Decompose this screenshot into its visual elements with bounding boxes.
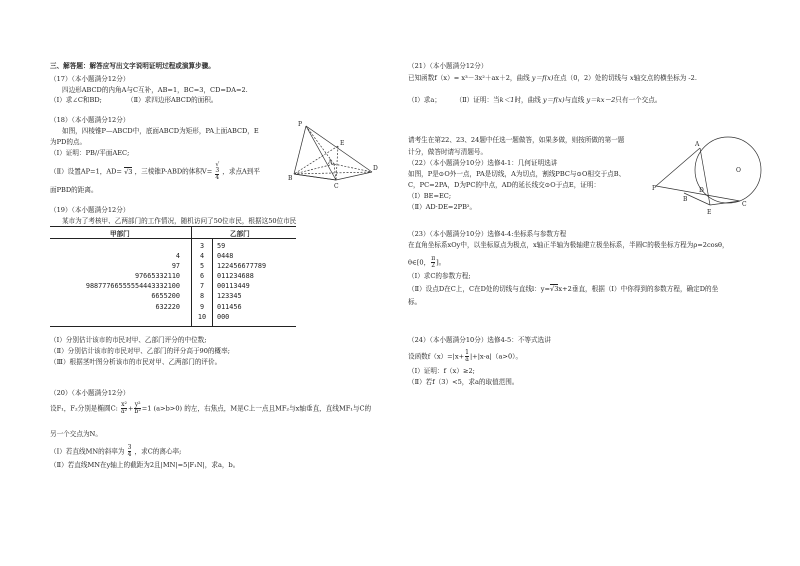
table-header-right: 乙部门 <box>230 230 250 238</box>
fig-label-c: C <box>742 201 747 208</box>
table-cell: 123345 <box>217 292 242 301</box>
q20-part1: （Ⅰ）若直线MN的斜率为 $\frac{3}{4}$ ，求C的离心率; <box>50 444 182 458</box>
q22-part1: （Ⅰ）BE=EC; <box>408 192 452 200</box>
q19-part2: （Ⅱ）分别估计该市的市民对甲、乙部门的评分高于90的概率; <box>50 347 230 355</box>
q18-part1: （Ⅰ）证明：PB//平面AEC; <box>50 149 130 157</box>
stem-column <box>193 241 211 322</box>
table-cell: 7 <box>199 282 205 291</box>
q19-part3: （Ⅲ）根据茎叶图分析该市的市民对甲、乙两部门的评价。 <box>50 358 222 366</box>
q18-header: （18）（本小题满分12分） <box>50 116 130 124</box>
instruction-line1: 请考生在第22、23、24题中任选一题做答，如果多做，则按所做的第一题 <box>408 136 625 144</box>
fig-label-e: E <box>707 209 712 216</box>
table-row <box>60 312 180 322</box>
q22-line2: C，PC=2PA，D为PC的中点，AD的延长线交⊙O于点E，证明： <box>408 181 601 189</box>
table-cell: 3 <box>199 242 205 250</box>
q18-line2: 为PD的点。 <box>50 138 87 146</box>
table-row: 97665332110 <box>134 272 180 281</box>
table-cell: 59 <box>217 242 226 250</box>
q17-part2: （Ⅱ）求四边形ABCD的面积。 <box>127 96 218 104</box>
table-bottom-rule <box>50 326 296 327</box>
table-cell: 00113449 <box>217 282 250 291</box>
q20-line2: 另一个交点为N。 <box>50 430 102 438</box>
q24-part1: （Ⅰ）证明：f（x）≥2; <box>408 367 475 375</box>
fig-label-a: A <box>328 159 333 166</box>
fig-label-e: E <box>340 140 345 147</box>
fig-label-a: A <box>695 141 700 148</box>
table-row: 97 <box>171 262 180 271</box>
table-row <box>60 241 180 251</box>
q21-header: （21）（本小题满分12分） <box>408 62 488 70</box>
fig-label-c: C <box>334 183 339 190</box>
q24-part2: （Ⅱ）若f（3）<5，求a的取值范围。 <box>408 378 519 386</box>
q20-header: （20）（本小题满分12分） <box>50 389 130 397</box>
table-cell: 4 <box>199 252 205 261</box>
table-cell: 011234688 <box>217 272 254 281</box>
table-cell: 011456 <box>217 302 242 311</box>
table-cell: 8 <box>199 292 205 301</box>
table-cell: 5 <box>199 262 205 271</box>
q24-header: （24）（本小题满分10分）选修4-5：不等式选讲 <box>408 336 551 344</box>
instruction-line2: 计分，做答时请写清题号。 <box>408 148 488 156</box>
q21-line1: 已知函数f（x）= x³－3x²＋ax＋2，曲线 y＝f(x)在点（0，2）处的切线与 x轴交点的横坐标为 -2. <box>408 74 697 82</box>
table-row: 98877766555554443332100 <box>85 282 180 291</box>
table-header-left: 甲部门 <box>110 230 130 238</box>
table-cell: 000 <box>217 312 230 321</box>
q19-part1: （Ⅰ）分别估计该市的市民对甲、乙部门评分的中位数; <box>50 336 207 344</box>
q23-line1: 在直角坐标系xOy中，以坐标原点为极点，x轴正半轴为极轴建立极坐标系，半圆C的极坐标方程为ρ=2cosθ， <box>408 241 729 249</box>
q18-part2: （Ⅱ）设置AP=1，AD= √3 ，三棱锥P-ABD的体积V= √ 3 4 ，求点A到平 <box>50 161 260 181</box>
q23-part2: （Ⅱ）设点D在C上，C在D处的切线与直线l：y=√3x+2垂直，根据（Ⅰ）中你得到的参数方程，确定D的坐 <box>408 285 719 293</box>
table-cell: 10 <box>197 312 207 321</box>
table-cell: 0448 <box>217 252 234 261</box>
table-cell: 6 <box>199 272 205 281</box>
q17-line1: 四边形ABCD的内角A与C互补，AB=1，BC=3，CD=DA=2. <box>62 86 248 94</box>
fig-label-d: D <box>699 187 704 194</box>
q23-line5: 标。 <box>408 298 422 306</box>
q21-line2: （Ⅰ）求a； （Ⅱ）证明：当k＜1时，曲线 y＝f(x)与直线 y＝kx－2只有一个交点。 <box>408 96 662 104</box>
fig-label-p: P <box>652 185 657 192</box>
table-header-rule <box>50 238 296 239</box>
fig-label-o: O <box>736 167 741 174</box>
table-row: 4 <box>175 252 180 261</box>
q23-header: （23）（本小题满分10分）选修4-4:坐标系与参数方程 <box>408 230 567 238</box>
table-divider-2 <box>212 238 213 326</box>
table-divider-1 <box>191 226 192 326</box>
table-row: 6655200 <box>151 292 180 301</box>
q18-line5: 面PBD的距离。 <box>50 186 98 194</box>
section-title: 三、解答题：解答应写出文字说明证明过程或演算步骤。 <box>50 62 215 70</box>
pyramid-figure <box>288 118 378 190</box>
q20-part2: （Ⅱ）若直线MN在y轴上的截距为2且|MN|=5|F₁N|，求a，b。 <box>50 461 240 469</box>
circle-figure <box>652 130 764 216</box>
fig-label-p: P <box>298 121 303 128</box>
q23-part1: （Ⅰ）求C的参数方程; <box>408 272 471 280</box>
table-cell: 122456677789 <box>217 262 267 271</box>
q19-header: （19）（本小题满分12分） <box>50 206 130 214</box>
q17-part1: （Ⅰ）求∠C和BD; <box>50 96 102 104</box>
q22-line1: 如图，P是⊙O外一点，PA是切线，A为切点，割线PBC与⊙O相交于点B、 <box>408 170 626 178</box>
q19-line1: 某市为了考核甲、乙两部门的工作情况，随机访问了50位市民，根据这50位市民 <box>62 217 297 225</box>
table-cell: 9 <box>199 302 205 311</box>
q23-line2: θ∈[0， $\frac{\pi}{2}$ ]。 <box>408 255 446 269</box>
table-row: 632220 <box>155 302 180 311</box>
fig-label-b: B <box>683 196 688 203</box>
stem-leaf-left-column <box>60 241 180 322</box>
q22-header: （22）（本小题满分10分）选修4-1：几何证明选讲 <box>408 159 558 167</box>
stem-leaf-right-column <box>217 241 297 322</box>
q22-part2: （Ⅱ）AD·DE=2PB²。 <box>408 203 477 211</box>
q18-line1: 如图，四棱锥P—ABCD中，底面ABCD为矩形，PA上面ABCD，E <box>62 127 259 135</box>
q20-line1: 设F₁，F₂分别是椭圆C: $\frac{\text{x²}}{\text{a²}}$ + $\frac{\text{y²}}{\text{b²}}$ =1 (a>b>0) 的左，右焦点，M是C上一点且MF₂与x轴垂直，直线MF₁与C的 <box>50 401 372 415</box>
fig-label-d: D <box>373 165 378 172</box>
fig-label-b: B <box>288 175 293 182</box>
q17-header: （17）（本小题满分12分） <box>50 75 130 83</box>
table-top-rule <box>50 226 296 227</box>
q24-line1: 设函数f（x）=|x+ $\frac{1}{a}$ |+|x-a|（a>0）。 <box>408 349 523 363</box>
